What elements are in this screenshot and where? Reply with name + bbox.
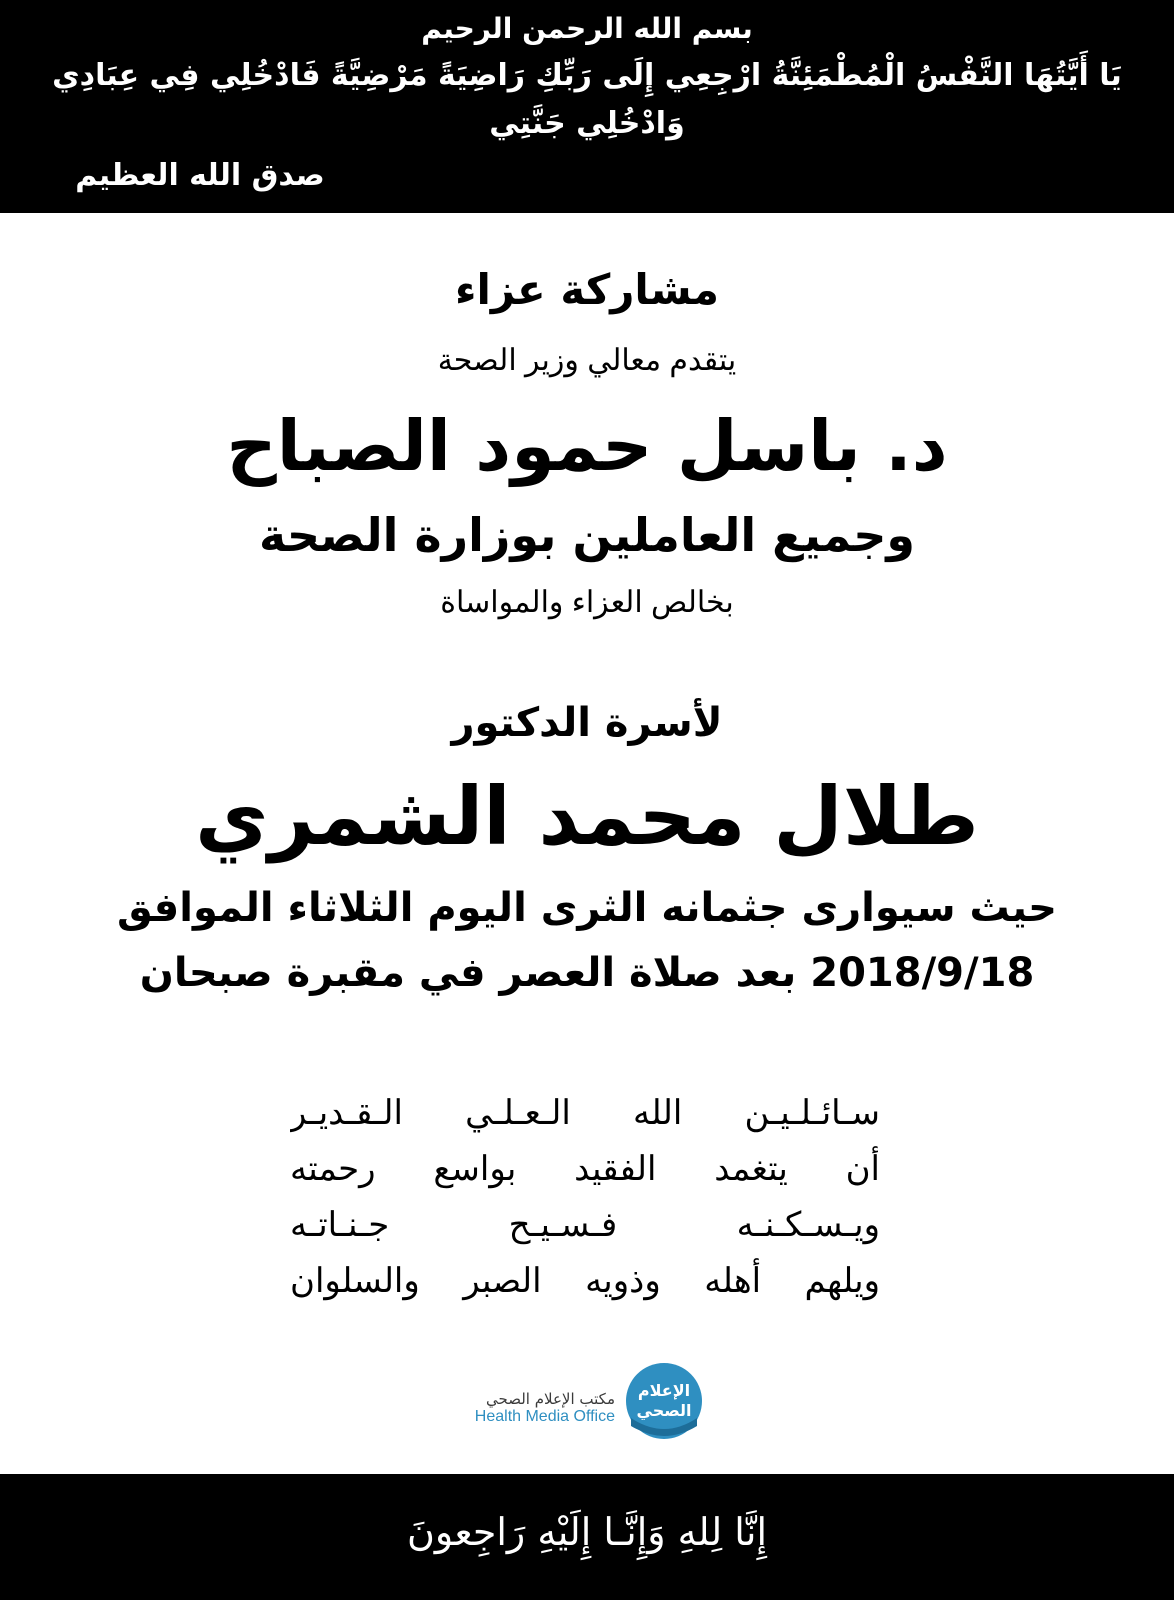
logo-wordmark (475, 1390, 615, 1426)
bottom-verse-band (0, 1474, 1174, 1600)
prayer-line: ويـسـكـنـه فـسـيـح جـنـاتـه (290, 1206, 880, 1244)
quran-verse-line-2: وَادْخُلِي جَنَّتِي (489, 106, 685, 141)
ministry-staff-line: وجميع العاملين بوزارة الصحة (259, 508, 915, 562)
minister-name: د. باسل حمود الصباح (226, 405, 948, 487)
health-media-office-logo (445, 1360, 715, 1440)
prayer-line: سـائـلـيـن الله الـعـلـي الـقـديـر (290, 1094, 880, 1132)
logo-arabic-text: مكتب الإعلام الصحي (486, 1390, 615, 1408)
top-verse-band (0, 0, 1174, 213)
condolence-line: بخالص العزاء والمواساة (440, 586, 734, 619)
inna-lillah-verse: إِنَّا لِلهِ وَإِنَّـا إِلَيْهِ رَاجِعونَ (407, 1510, 767, 1554)
announcement-heading: مشاركة عزاء (455, 265, 719, 314)
sadaq-allah-text: صدق الله العظيم (75, 158, 325, 193)
logo-mark-text-top: الإعلام (637, 1381, 691, 1400)
prayer-block (290, 1085, 880, 1309)
logo-mark-text-bottom: الصحي (636, 1401, 692, 1420)
burial-info-line-2: 2018/9/18 بعد صلاة العصر في مقبرة صبحان (139, 950, 1035, 996)
logo-english-text: Health Media Office (474, 1408, 615, 1425)
burial-info-line-1: حيث سيوارى جثمانه الثرى اليوم الثلاثاء الموافق (116, 885, 1058, 931)
logo-mark-icon (623, 1360, 705, 1442)
quran-verse-line-1: يَا أَيَّتُهَا النَّفْسُ الْمُطْمَئِنَّةُ ارْجِعِي إِلَى رَبِّكِ رَاضِيَةً مَرْضِيَّةً فَادْخُلِي فِي عِبَادِي (52, 58, 1122, 93)
prayer-line: ويلهم أهله وذويه الصبر والسلوان (290, 1262, 880, 1300)
basmala: بسم الله الرحمن الرحيم (421, 12, 753, 45)
family-label: لأسرة الدكتور (451, 700, 723, 746)
prayer-line: أن يتغمد الفقيد بواسع رحمته (290, 1150, 880, 1188)
deceased-name: طلال محمد الشمري (195, 770, 979, 863)
minister-intro: يتقدم معالي وزير الصحة (437, 344, 737, 377)
